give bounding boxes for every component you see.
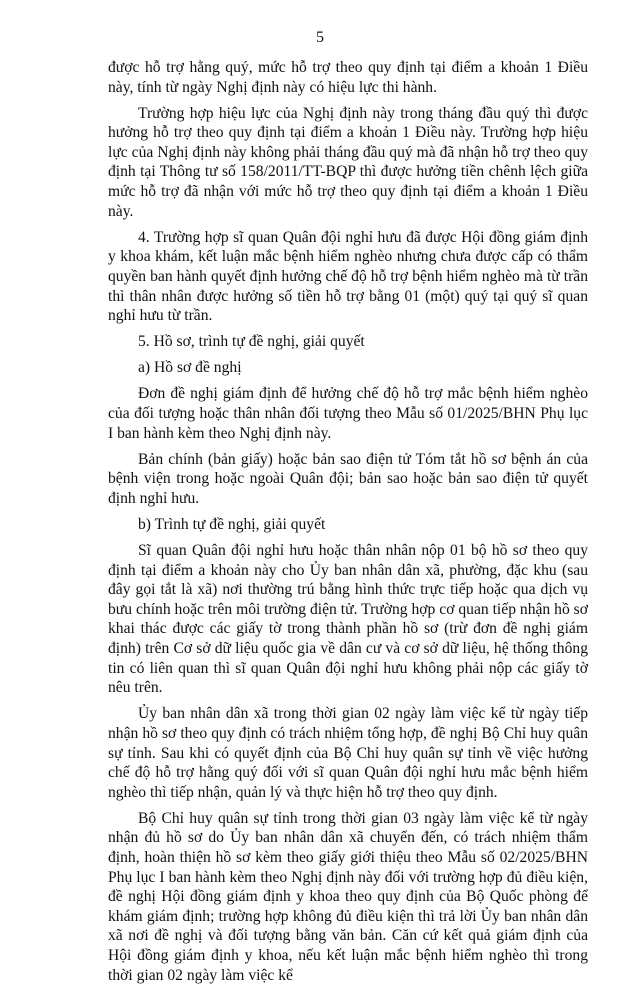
subsection-heading-b: b) Trình tự đề nghị, giải quyết bbox=[138, 515, 326, 533]
paragraph: Trường hợp hiệu lực của Nghị định này trong tháng đầu quý thì được hưởng hỗ trợ theo quy định tại điểm a khoản 1 Điều này. Trường hợp hiệu lực của Nghị định này không phải tháng đầu quý mà đã nhận hỗ trợ theo quy định tại Thông tư số 158/2011/TT-BQP thì được hưởng tiền chênh lệch giữa mức hỗ trợ đã nhận với mức hỗ trợ theo quy định tại điểm a khoản 1 Điều này. bbox=[108, 104, 588, 220]
paragraph: Ủy ban nhân dân xã trong thời gian 02 ngày làm việc kể từ ngày tiếp nhận hồ sơ theo quy định có trách nhiệm tổng hợp, đề nghị Bộ Chỉ huy quân sự tỉnh. Sau khi có quyết định của Bộ Chỉ huy quân sự tỉnh về việc hưởng chế độ hỗ trợ hằng quý đối với sĩ quan Quân đội nghỉ hưu mắc bệnh hiểm nghèo thì tiếp nhận, quản lý và thực hiện hỗ trợ theo quy định. bbox=[108, 705, 588, 801]
paragraph-item-4: 4. Trường hợp sĩ quan Quân đội nghỉ hưu đã được Hội đồng giám định y khoa khám, kết luận mắc bệnh hiểm nghèo nhưng chưa được cấp có thẩm quyền ban hành quyết định hưởng chế độ hỗ trợ bệnh hiểm nghèo mà từ trần thì thân nhân được hưởng số tiền hỗ trợ bằng 01 (một) quý tại quý sĩ quan nghỉ hưu từ trần. bbox=[108, 228, 588, 325]
paragraph: Đơn đề nghị giám định để hưởng chế độ hỗ trợ mắc bệnh hiểm nghèo của đối tượng hoặc thân nhân đối tượng theo Mẫu số 01/2025/BHN Phụ lục I ban hành kèm theo Nghị định này. bbox=[108, 385, 588, 442]
paragraph: Bản chính (bản giấy) hoặc bản sao điện tử Tóm tắt hồ sơ bệnh án của bệnh viện trong hoặc ngoài Quân đội; bản sao hoặc bản sao điện tử quyết định nghỉ hưu. bbox=[108, 450, 588, 507]
paragraph: Bộ Chỉ huy quân sự tỉnh trong thời gian 03 ngày làm việc kể từ ngày nhận đủ hồ sơ do Ủy ban nhân dân xã chuyển đến, có trách nhiệm thẩm định, hoàn thiện hồ sơ kèm theo giấy giới thiệu theo Mẫu số 02/2025/BHN Phụ lục I ban hành kèm theo Nghị định này đối với trường hợp đủ điều kiện, đề nghị Hội đồng giám định y khoa theo quy định của Bộ Quốc phòng để khám giám định; trường hợp không đủ điều kiện thì trả lời Ủy ban nhân dân xã nơi đề nghị và đối tượng bằng văn bản. Căn cứ kết quả giám định của Hội đồng giám định y khoa, nếu kết luận mắc bệnh hiểm nghèo thì trong thời gian 02 ngày làm việc kể bbox=[108, 809, 588, 984]
subsection-heading-a: a) Hồ sơ đề nghị bbox=[138, 359, 242, 377]
document-body bbox=[108, 58, 588, 992]
section-heading-5: 5. Hồ sơ, trình tự đề nghị, giải quyết bbox=[138, 333, 365, 351]
paragraph-continuation: được hỗ trợ hằng quý, mức hỗ trợ theo quy định tại điểm a khoản 1 Điều này, tính từ ngày Nghị định này có hiệu lực thi hành. bbox=[108, 59, 588, 96]
paragraph: Sĩ quan Quân đội nghỉ hưu hoặc thân nhân nộp 01 bộ hồ sơ theo quy định tại điểm a khoản này cho Ủy ban nhân dân xã, phường, đặc khu (sau đây gọi tắt là xã) nơi thường trú bằng hình thức trực tiếp hoặc qua dịch vụ bưu chính hoặc trên môi trường điện tử. Trường hợp cơ quan tiếp nhận hồ sơ khai thác được các giấy tờ trong thành phần hồ sơ (trừ đơn đề nghị giám định) trên Cơ sở dữ liệu quốc gia về dân cư và cơ sở dữ liệu, hệ thống thông tin có liên quan thì sĩ quan Quân đội nghỉ hưu không phải nộp các giấy tờ nêu trên. bbox=[108, 542, 588, 697]
page-number: 5 bbox=[316, 29, 324, 46]
